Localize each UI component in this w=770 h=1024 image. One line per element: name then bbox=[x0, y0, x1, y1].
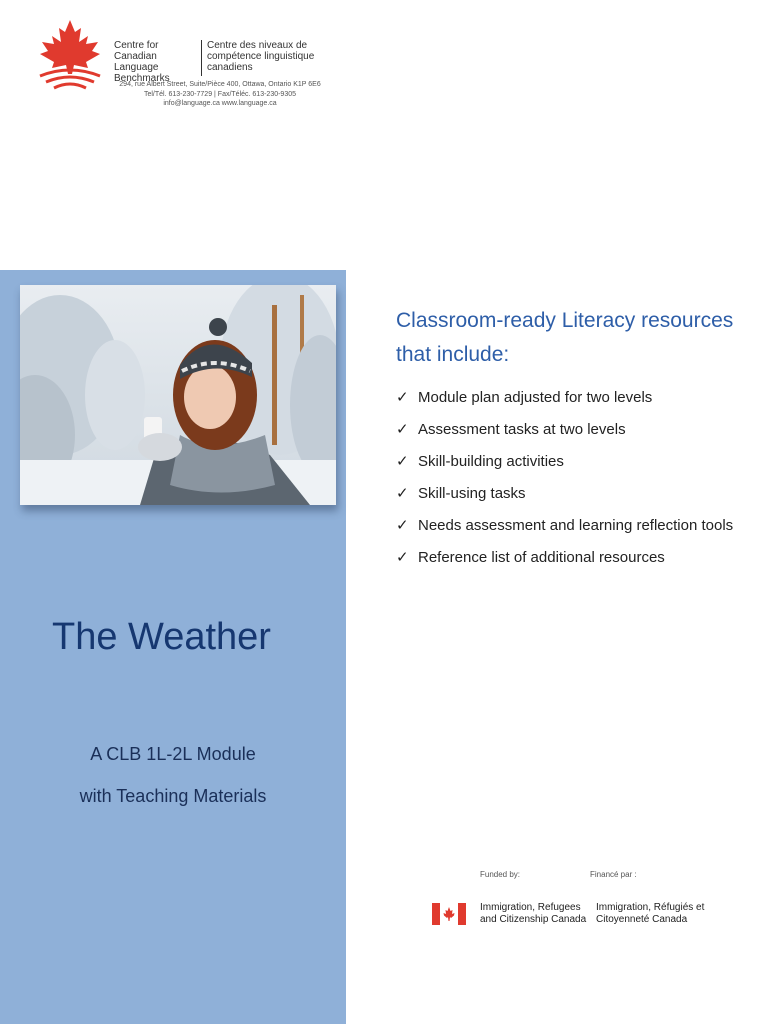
funded-by-label: Funded by: bbox=[480, 870, 521, 879]
list-item bbox=[396, 546, 746, 569]
feature-list bbox=[396, 386, 746, 578]
list-item bbox=[396, 450, 746, 473]
org-name-en: Centre for Canadian Language Benchmarks bbox=[114, 40, 170, 84]
ircc-name-en: Immigration, Refugees and Citizenship Canada bbox=[480, 902, 587, 925]
checkmark-icon: ✓ bbox=[396, 389, 409, 406]
list-item-text: Needs assessment and learning reflection tools bbox=[418, 517, 734, 534]
module-subtitle-line2: with Teaching Materials bbox=[79, 786, 267, 806]
checkmark-icon: ✓ bbox=[396, 517, 409, 534]
checkmark-icon: ✓ bbox=[396, 549, 409, 566]
logo-divider bbox=[201, 40, 202, 76]
ircc-name-fr: Immigration, Réfugiés et Citoyenneté Canada bbox=[596, 902, 705, 925]
list-item bbox=[396, 418, 746, 441]
list-item-text: Module plan adjusted for two levels bbox=[418, 389, 653, 406]
list-item-text: Skill-building activities bbox=[418, 453, 564, 470]
phone-line: Tel/Tél. 613-230-7729 | Fax/Téléc. 613-230-9305 bbox=[143, 90, 297, 98]
maple-leaf-logo-icon bbox=[34, 18, 106, 90]
list-item bbox=[396, 482, 746, 505]
checkmark-icon: ✓ bbox=[396, 485, 409, 502]
checkmark-icon: ✓ bbox=[396, 453, 409, 470]
header bbox=[0, 0, 346, 270]
canada-flag-icon bbox=[432, 903, 466, 925]
finance-par-label: Financé par : bbox=[590, 870, 637, 879]
checkmark-icon: ✓ bbox=[396, 421, 409, 438]
list-item-text: Assessment tasks at two levels bbox=[418, 421, 626, 438]
list-item bbox=[396, 514, 746, 537]
cover-photo bbox=[20, 285, 336, 505]
list-item-text: Reference list of additional resources bbox=[418, 549, 665, 566]
list-item bbox=[396, 386, 746, 409]
contact-block bbox=[110, 80, 330, 109]
winter-woman-photo bbox=[20, 285, 336, 505]
web-line: info@language.ca www.language.ca bbox=[163, 100, 277, 107]
module-subtitle-line1: A CLB 1L-2L Module bbox=[90, 744, 256, 764]
org-name-fr: Centre des niveaux de compétence linguistique canadiens bbox=[207, 40, 315, 73]
list-item-text: Skill-using tasks bbox=[418, 485, 526, 502]
page-title: The Weather bbox=[52, 616, 271, 658]
resources-heading: Classroom-ready Literacy resources that include: bbox=[396, 309, 734, 366]
address-line: 294, rue Albert Street, Suite/Pièce 400, Ottawa, Ontario K1P 6E6 bbox=[119, 81, 321, 88]
